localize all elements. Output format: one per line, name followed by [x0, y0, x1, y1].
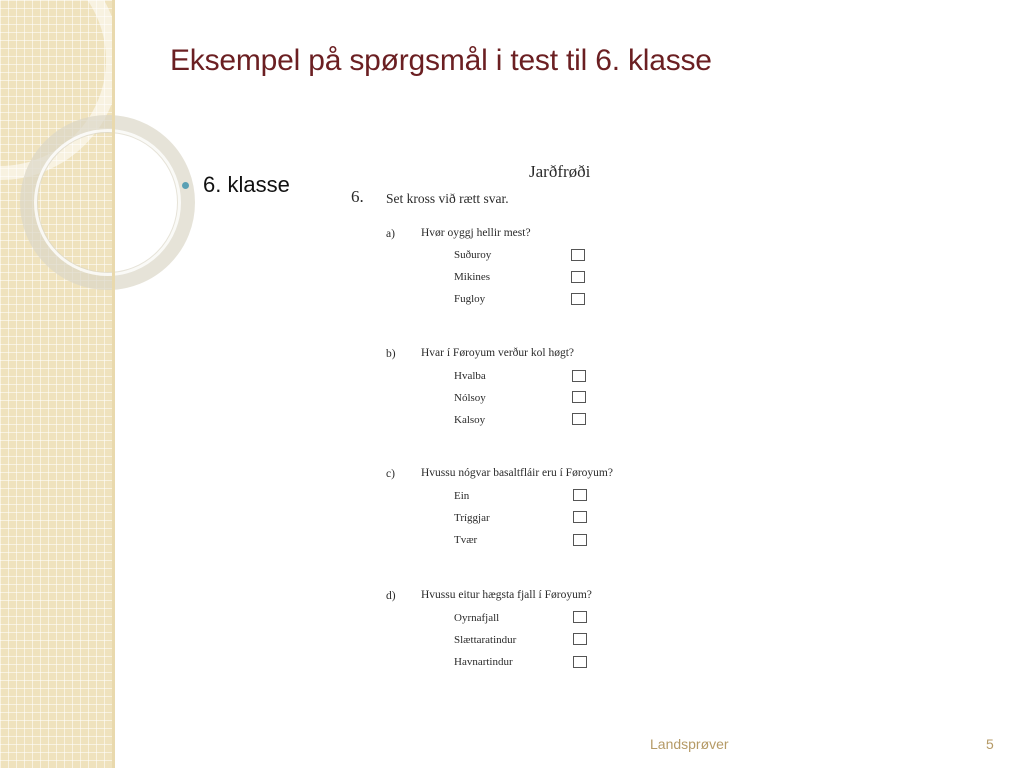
bullet-item	[182, 172, 290, 198]
question-letter: c)	[386, 468, 395, 480]
instruction-text: Set kross við rætt svar.	[386, 191, 509, 206]
sidebar-divider	[112, 0, 115, 768]
checkbox[interactable]	[571, 271, 585, 283]
question-text: Hvør oyggj hellir mest?	[421, 227, 531, 239]
question-number: 6.	[351, 187, 364, 206]
checkbox[interactable]	[573, 511, 587, 523]
checkbox[interactable]	[573, 534, 587, 546]
slide-title: Eksempel på spørgsmål i test til 6. klasse	[170, 44, 712, 77]
answer-option: Tríggjar	[454, 512, 490, 524]
page-number: 5	[986, 736, 994, 752]
checkbox[interactable]	[573, 633, 587, 645]
question-letter: b)	[386, 348, 396, 360]
question-text: Hvussu nógvar basaltfláir eru í Føroyum?	[421, 467, 613, 479]
document-subject: Jarðfrøði	[529, 162, 591, 181]
decorative-sidebar	[0, 0, 112, 768]
checkbox[interactable]	[573, 489, 587, 501]
bullet-text: 6. klasse	[203, 172, 290, 197]
answer-option: Fugloy	[454, 293, 486, 305]
checkbox[interactable]	[571, 293, 585, 305]
question-letter: a)	[386, 228, 395, 240]
answer-option: Slættaratindur	[454, 634, 517, 646]
footer-label: Landsprøver	[650, 736, 729, 752]
answer-option: Nólsoy	[454, 392, 486, 404]
checkbox[interactable]	[572, 413, 586, 425]
answer-option: Havnartindur	[454, 656, 513, 668]
question-text: Hvar í Føroyum verður kol høgt?	[421, 347, 574, 359]
question-text: Hvussu eitur hægsta fjall í Føroyum?	[421, 589, 592, 601]
checkbox[interactable]	[573, 656, 587, 668]
question-letter: d)	[386, 590, 396, 602]
answer-option: Oyrnafjall	[454, 612, 500, 624]
checkbox[interactable]	[571, 249, 585, 261]
checkbox[interactable]	[573, 611, 587, 623]
answer-option: Ein	[454, 490, 470, 502]
answer-option: Mikines	[454, 271, 491, 283]
answer-option: Hvalba	[454, 370, 486, 382]
answer-option: Tvær	[454, 534, 478, 546]
test-document-image	[336, 155, 686, 675]
answer-option: Kalsoy	[454, 414, 486, 426]
decorative-ring	[34, 129, 181, 276]
checkbox[interactable]	[572, 391, 586, 403]
checkbox[interactable]	[572, 370, 586, 382]
bullet-icon	[182, 182, 189, 189]
answer-option: Suðuroy	[454, 249, 492, 261]
